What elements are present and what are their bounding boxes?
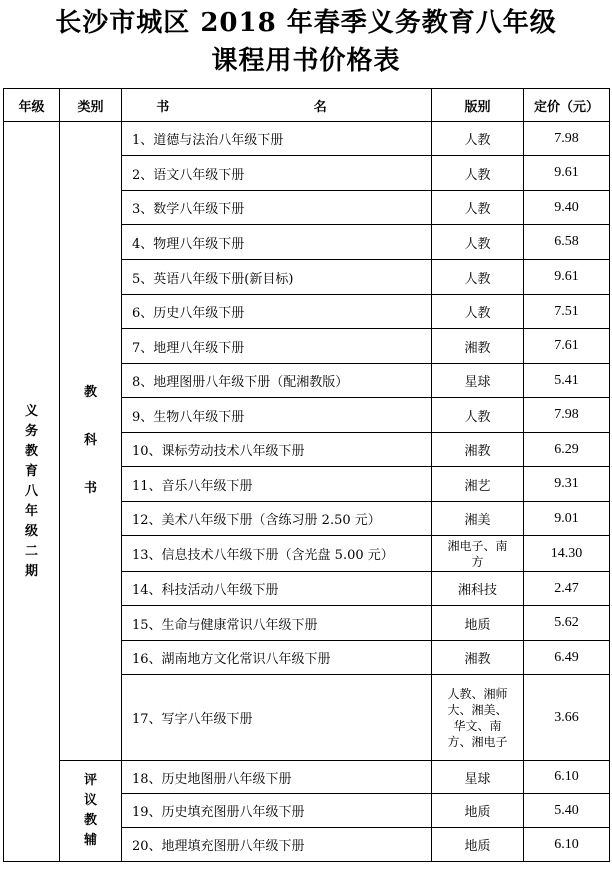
price-cell: 14.30 [524, 536, 610, 572]
publisher-cell: 湘电子、南方 [432, 536, 524, 572]
publisher-cell: 湘科技 [432, 572, 524, 606]
page-title-line2: 课程用书价格表 [211, 46, 401, 76]
publisher-cell: 湘教 [432, 641, 524, 675]
book-name-cell: 11、音乐八年级下册 [122, 467, 432, 502]
category-cell-supplementary [60, 761, 122, 862]
book-name-cell: 7、地理八年级下册 [122, 329, 432, 364]
book-name-cell: 3、数学八年级下册 [122, 191, 432, 225]
book-name-cell: 15、生命与健康常识八年级下册 [122, 606, 432, 641]
price-cell: 5.40 [524, 794, 610, 828]
price-cell: 9.61 [524, 260, 610, 295]
grade-cell [4, 122, 60, 862]
price-cell: 6.58 [524, 225, 610, 260]
header-category: 类别 [60, 89, 122, 122]
book-name-cell: 19、历史填充图册八年级下册 [122, 794, 432, 828]
price-table [3, 88, 610, 862]
publisher-cell: 地质 [432, 828, 524, 862]
publisher-cell: 星球 [432, 761, 524, 794]
price-cell: 7.98 [524, 122, 610, 156]
book-name-cell: 14、科技活动八年级下册 [122, 572, 432, 606]
table-row [4, 122, 610, 156]
price-cell: 6.10 [524, 828, 610, 862]
price-cell: 6.49 [524, 641, 610, 675]
publisher-cell: 人教 [432, 122, 524, 156]
price-cell: 6.29 [524, 433, 610, 467]
publisher-cell: 湘教 [432, 433, 524, 467]
book-name-cell: 18、历史地图册八年级下册 [122, 761, 432, 794]
book-name-cell: 20、地理填充图册八年级下册 [122, 828, 432, 862]
header-row [4, 89, 610, 122]
book-name-cell: 1、道德与法治八年级下册 [122, 122, 432, 156]
header-publisher: 版别 [432, 89, 524, 122]
book-name-cell: 9、生物八年级下册 [122, 398, 432, 433]
grade-label: 义务教育八年级二期 [24, 403, 38, 579]
price-cell: 9.61 [524, 156, 610, 191]
publisher-cell: 人教 [432, 225, 524, 260]
header-book-name: 书 名 [122, 89, 432, 122]
book-name-cell: 17、写字八年级下册 [122, 675, 432, 761]
price-cell: 2.47 [524, 572, 610, 606]
header-grade: 年级 [4, 89, 60, 122]
publisher-cell: 地质 [432, 606, 524, 641]
publisher-cell: 人教、湘师大、湘美、华文、南方、湘电子 [432, 675, 524, 761]
price-cell: 6.10 [524, 761, 610, 794]
category-label-textbooks: 教科书 [83, 385, 97, 496]
book-name-cell: 10、课标劳动技术八年级下册 [122, 433, 432, 467]
price-cell: 9.31 [524, 467, 610, 502]
category-label-supplementary: 评议教辅 [83, 773, 97, 848]
book-name-cell: 6、历史八年级下册 [122, 295, 432, 329]
publisher-cell: 人教 [432, 156, 524, 191]
price-cell: 9.01 [524, 502, 610, 536]
publisher-cell: 湘美 [432, 502, 524, 536]
publisher-cell: 人教 [432, 398, 524, 433]
price-cell: 9.40 [524, 191, 610, 225]
book-name-cell: 12、美术八年级下册（含练习册 2.50 元） [122, 502, 432, 536]
header-price: 定价（元） [524, 89, 610, 122]
book-name-cell: 13、信息技术八年级下册（含光盘 5.00 元） [122, 536, 432, 572]
price-cell: 5.62 [524, 606, 610, 641]
book-name-cell: 16、湖南地方文化常识八年级下册 [122, 641, 432, 675]
price-cell: 7.98 [524, 398, 610, 433]
page-title-line1: 长沙市城区 2018 年春季义务教育八年级 [55, 8, 557, 38]
book-name-cell: 2、语文八年级下册 [122, 156, 432, 191]
book-name-cell: 4、物理八年级下册 [122, 225, 432, 260]
price-cell: 7.51 [524, 295, 610, 329]
publisher-cell: 星球 [432, 364, 524, 398]
publisher-cell: 人教 [432, 260, 524, 295]
price-cell: 7.61 [524, 329, 610, 364]
category-cell-textbooks [60, 122, 122, 761]
publisher-cell: 人教 [432, 295, 524, 329]
book-name-cell: 5、英语八年级下册(新目标) [122, 260, 432, 295]
price-cell: 3.66 [524, 675, 610, 761]
table-row [4, 761, 610, 794]
table-body [4, 122, 610, 862]
publisher-cell: 湘教 [432, 329, 524, 364]
price-cell: 5.41 [524, 364, 610, 398]
publisher-cell: 地质 [432, 794, 524, 828]
book-name-cell: 8、地理图册八年级下册（配湘教版） [122, 364, 432, 398]
publisher-cell: 人教 [432, 191, 524, 225]
publisher-cell: 湘艺 [432, 467, 524, 502]
